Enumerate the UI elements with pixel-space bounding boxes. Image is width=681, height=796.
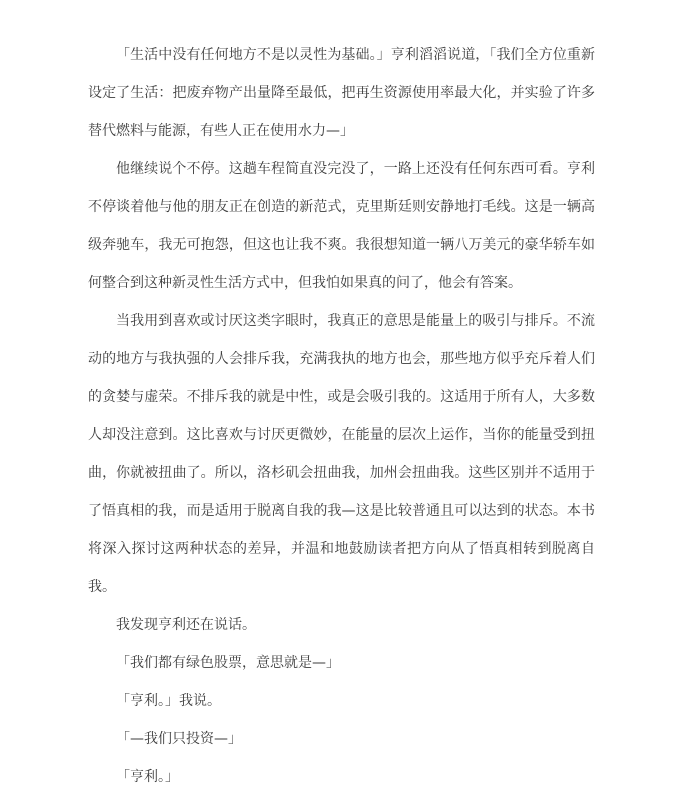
paragraph: 「我们都有绿色股票，意思就是—」 bbox=[116, 655, 340, 671]
paragraph: 「生活中没有任何地方不是以灵性为基础。」亨利滔滔说道，「我们全方位重新设定了生活：把废弃物产出量降至最低，把再生资源使用率最大化，并实验了许多替代燃料与能源，有些人正在使用水力—」 bbox=[88, 47, 595, 139]
paragraph: 「亨利。」 bbox=[116, 769, 179, 785]
paragraph: 当我用到喜欢或讨厌这类字眼时，我真正的意思是能量上的吸引与排斥。不流动的地方与我执强的人会排斥我，充满我执的地方也会，那些地方似乎充斥着人们的贪婪与虚荣。不排斥我的就是中性，或是会吸引我的。这适用于所有人，大多数人却没注意到。这比喜欢与讨厌更微妙，在能量的层次上运作，当你的能量受到扭曲，你就被扭曲了。所以，洛杉矶会扭曲我，加州会扭曲我。这些区别并不适用于了悟真相的我，而是适用于脱离自我的我—这是比较普通且可以达到的状态。本书将深入探讨这两种状态的差异，并温和地鼓励读者把方向从了悟真相转到脱离自我。 bbox=[88, 313, 595, 595]
paragraph: 「—我们只投资—」 bbox=[116, 731, 242, 747]
paragraph: 他继续说个不停。这趟车程简直没完没了，一路上还没有任何东西可看。亨利不停谈着他与他的朋友正在创造的新范式，克里斯廷则安静地打毛线。这是一辆高级奔驰车，我无可抱怨，但这也让我不爽。我很想知道一辆八万美元的豪华轿车如何整合到这种新灵性生活方式中，但我怕如果真的问了，他会有答案。 bbox=[88, 161, 595, 291]
paragraph: 「亨利。」我说。 bbox=[116, 693, 221, 709]
paragraph: 我发现亨利还在说话。 bbox=[116, 617, 256, 633]
page-text-block bbox=[88, 36, 595, 796]
